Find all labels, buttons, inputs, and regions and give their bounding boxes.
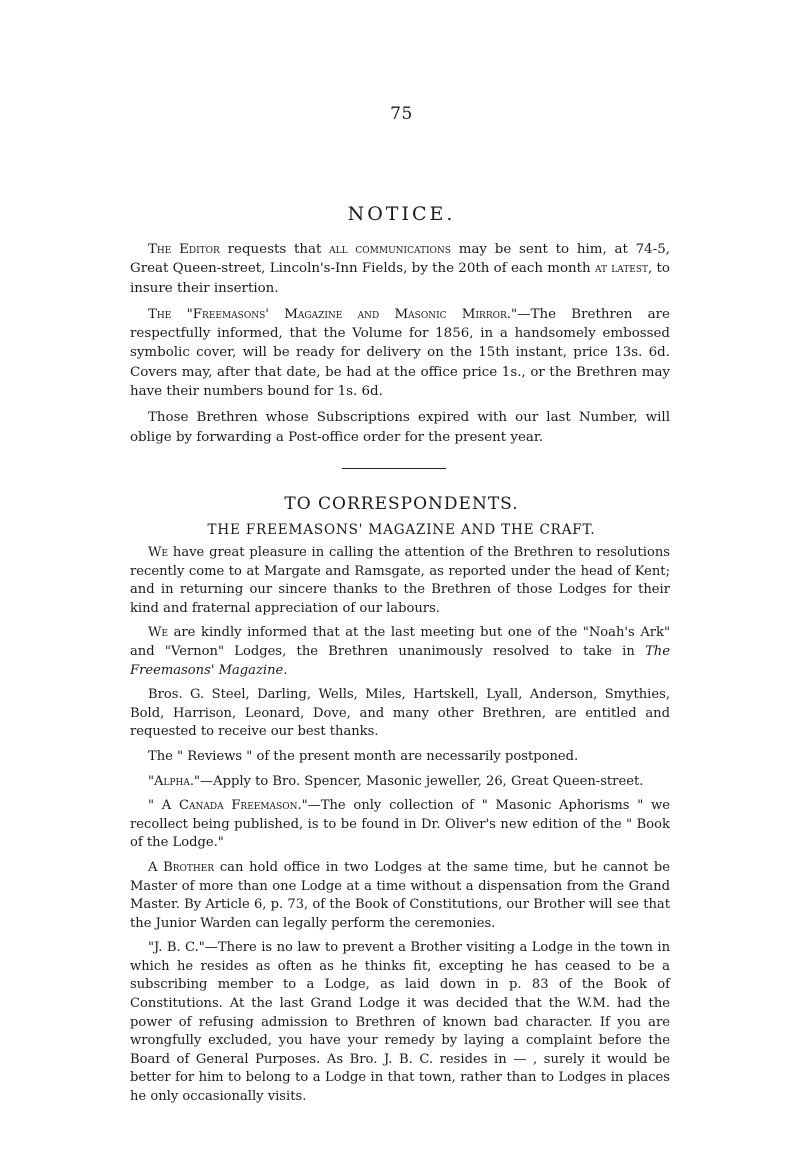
notice-paragraph-communications: The Editor requests that all communications may be sent to him, at 74-5, Great Queen-street, Lincoln's-Inn Fields, by the 20th of each month at latest, to insure their insertion. bbox=[130, 242, 670, 296]
correspondents-heading: TO CORRESPONDENTS. bbox=[284, 494, 519, 514]
page-number: 75 bbox=[390, 104, 413, 124]
correspondents-paragraph-margate: We have great pleasure in calling the attention of the Brethren to resolutions recently come to at Margate and Ramsgate, as reported under the head of Kent; and in returning our sincere thanks to the Brethren of those Lodges for their kind and fraternal appreciation of our labours. bbox=[130, 545, 670, 616]
correspondents-paragraph-reviews: The " Reviews " of the present month are necessarily postponed. bbox=[148, 748, 579, 764]
correspondents-section bbox=[130, 544, 670, 1113]
correspondents-paragraph-lodges: We are kindly informed that at the last meeting but one of the "Noah's Ark" and "Vernon" Lodges, the Brethren unanimously resolved to take in The Freemasons' Magazine. bbox=[130, 625, 670, 678]
notice-magazine-lead: The "Freemasons' Magazine and Masonic Mirror." bbox=[148, 306, 518, 322]
correspondents-paragraph-jbc: "J. B. C."—There is no law to prevent a Brother visiting a Lodge in the town in which he resides as often as he thinks fit, excepting he has ceased to be a subscribing member to a Lodge, as laid down in p. 83 of the Book of Constitutions. At the last Grand Lodge it was decided that the W.M. had the power of refusing admission to Brethren of known bad character. If you are wrongfully excluded, you have your remedy by laying a complaint before the Board of General Purposes. As Bro. J. B. C. resides in — , surely it would be better for him to belong to a Lodge in that town, rather than to Lodges in places he only occasionally visits. bbox=[130, 940, 670, 1105]
correspondents-paragraph-brother: A Brother can hold office in two Lodges at the same time, but he cannot be Master of more than one Lodge at a time without a dispensation from the Grand Master. By Article 6, p. 73, of the Book of Constitutions, our Brother will see that the Junior Warden can legally perform the ceremonies. bbox=[130, 859, 670, 931]
section-divider bbox=[342, 468, 446, 469]
notice-paragraph-subscriptions: Those Brethren whose Subscriptions expired with our last Number, will oblige by forwarding a Post-office order for the present year. bbox=[130, 410, 670, 445]
notice-editor-lead: The Editor bbox=[148, 242, 220, 257]
notice-paragraph-volume: The "Freemasons' Magazine and Masonic Mirror."—The Brethren are respectfully informed, that the Volume for 1856, in a handsomely embossed symbolic cover, will be ready for delivery on the 15th instant, price 13s. 6d. Covers may, after that date, be had at the office price 1s., or the Brethren may have their numbers bound for 1s. 6d. bbox=[130, 306, 670, 400]
correspondents-paragraph-thanks: Bros. G. Steel, Darling, Wells, Miles, Hartskell, Lyall, Anderson, Smythies, Bold, Harrison, Leonard, Dove, and many other Brethren, are entitled and requested to receive our best thanks. bbox=[130, 687, 670, 740]
correspondents-subheading: THE FREEMASONS' MAGAZINE AND THE CRAFT. bbox=[207, 522, 596, 538]
correspondents-paragraph-canada: " A Canada Freemason."—The only collection of " Masonic Aphorisms " we recollect being published, is to be found in Dr. Oliver's new edition of the " Book of the Lodge." bbox=[130, 798, 670, 851]
correspondents-paragraph-alpha: "Alpha."—Apply to Bro. Spencer, Masonic jeweller, 26, Great Queen-street. bbox=[148, 773, 644, 789]
notice-heading: NOTICE. bbox=[347, 203, 456, 225]
notice-section bbox=[130, 240, 670, 454]
